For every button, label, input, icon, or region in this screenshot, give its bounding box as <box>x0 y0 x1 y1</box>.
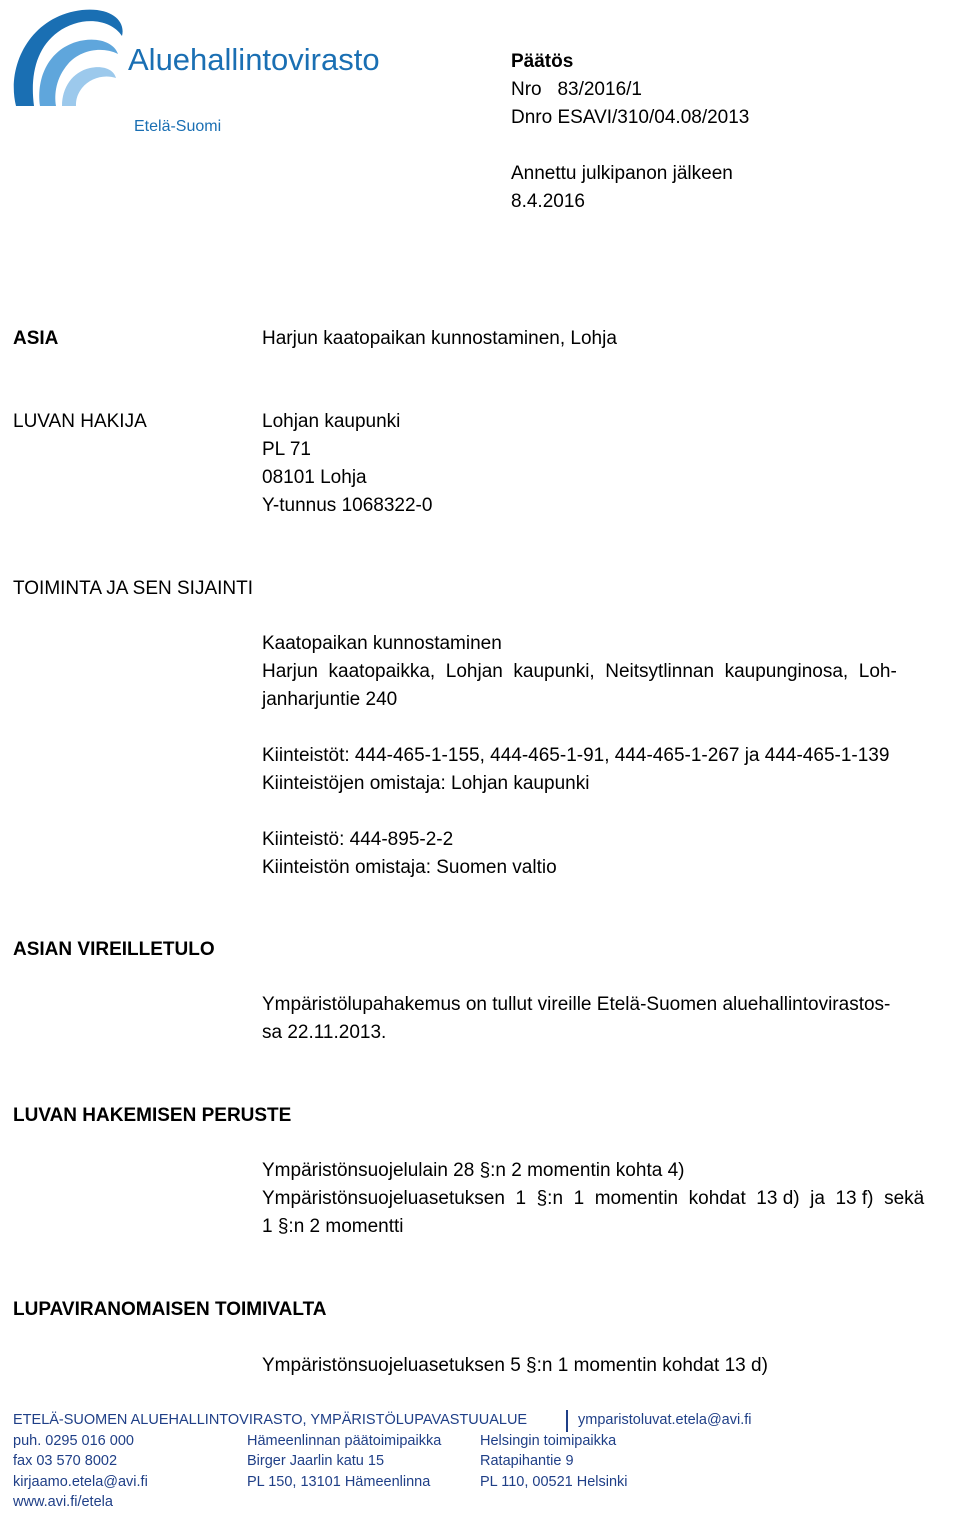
basis-line: 1 §:n 2 momentti <box>262 1216 404 1237</box>
footer-website-link[interactable]: www.avi.fi/etela <box>13 1494 113 1510</box>
given-date: 8.4.2016 <box>511 191 585 212</box>
property-line: Kiinteistö: 444-895-2-2 <box>262 829 454 850</box>
footer-email[interactable]: kirjaamo.etela@avi.fi <box>13 1473 148 1490</box>
section-label-asia: ASIA <box>13 328 59 349</box>
applicant-line: Y-tunnus 1068322-0 <box>262 495 433 516</box>
decision-number: Nro 83/2016/1 <box>511 79 642 100</box>
activity-line: janharjuntie 240 <box>262 689 398 710</box>
given-label: Annettu julkipanon jälkeen <box>511 163 733 184</box>
applicant-line: 08101 Lohja <box>262 467 367 488</box>
section-label-peruste: LUVAN HAKEMISEN PERUSTE <box>13 1105 292 1126</box>
applicant-line: Lohjan kaupunki <box>262 411 401 432</box>
footer-org: ETELÄ-SUOMEN ALUEHALLINTOVIRASTO, YMPÄRISTÖLUPAVASTUUALUE <box>13 1412 528 1428</box>
section-label-toimivalta: LUPAVIRANOMAISEN TOIMIVALTA <box>13 1299 327 1320</box>
property-owner-line: Kiinteistön omistaja: Suomen valtio <box>262 857 557 878</box>
basis-line: Ympäristönsuojelulain 28 §:n 2 momentin kohta 4) <box>262 1160 685 1181</box>
footer-fax: fax 03 570 8002 <box>13 1453 118 1469</box>
footer-office-postal: PL 150, 13101 Hämeenlinna <box>247 1473 431 1490</box>
activity-line: Kaatopaikan kunnostaminen <box>262 633 502 654</box>
record-number: Dnro ESAVI/310/04.08/2013 <box>511 107 750 128</box>
applicant-line: PL 71 <box>262 439 311 460</box>
footer-phone: puh. 0295 016 000 <box>13 1432 134 1449</box>
activity-line: Harjun kaatopaikka, Lohjan kaupunki, Neitsytlinnan kaupunginosa, Loh- <box>262 661 897 682</box>
pending-line: Ympäristölupahakemus on tullut vireille Etelä-Suomen aluehallintovirastos- <box>262 994 891 1015</box>
section-value-hakija <box>262 408 960 520</box>
section-value-peruste <box>262 1157 960 1241</box>
properties-owner-line: Kiinteistöjen omistaja: Lohjan kaupunki <box>262 773 590 794</box>
properties-line: Kiinteistöt: 444-465-1-155, 444-465-1-91, 444-465-1-267 ja 444-465-1-139 <box>262 745 890 766</box>
footer-separator <box>566 1410 568 1432</box>
section-label-toiminta: TOIMINTA JA SEN SIJAINTI <box>13 578 254 599</box>
section-label-hakija: LUVAN HAKIJA <box>13 411 147 432</box>
footer-office-street: Ratapihantie 9 <box>480 1453 574 1469</box>
logo-swoosh-icon <box>14 10 123 106</box>
aluehallintovirasto-logo <box>10 6 390 111</box>
section-label-vireilletulo: ASIAN VIREILLETULO <box>13 939 215 960</box>
section-value-asia: Harjun kaatopaikan kunnostaminen, Lohja <box>262 328 617 349</box>
footer-office-postal: PL 110, 00521 Helsinki <box>480 1473 628 1490</box>
decision-header <box>511 48 749 216</box>
doc-type: Päätös <box>511 51 574 72</box>
footer-email-main[interactable]: ymparistoluvat.etela@avi.fi <box>578 1412 752 1428</box>
logo-wordmark: Aluehallintovirasto <box>128 42 380 77</box>
pending-line: sa 22.11.2013. <box>262 1022 387 1043</box>
footer-office-title: Helsingin toimipaikka <box>480 1432 617 1449</box>
basis-line: Ympäristönsuojeluasetuksen 1 §:n 1 momentin kohdat 13 d) ja 13 f) sekä <box>262 1188 925 1209</box>
region-name: Etelä-Suomi <box>134 118 222 135</box>
section-value-vireilletulo <box>262 991 960 1047</box>
footer-office-title: Hämeenlinnan päätoimipaikka <box>247 1432 442 1449</box>
footer-office-street: Birger Jaarlin katu 15 <box>247 1453 385 1469</box>
section-value-toiminta <box>262 630 960 882</box>
section-value-toimivalta: Ympäristönsuojeluasetuksen 5 §:n 1 momentin kohdat 13 d) <box>262 1355 768 1376</box>
